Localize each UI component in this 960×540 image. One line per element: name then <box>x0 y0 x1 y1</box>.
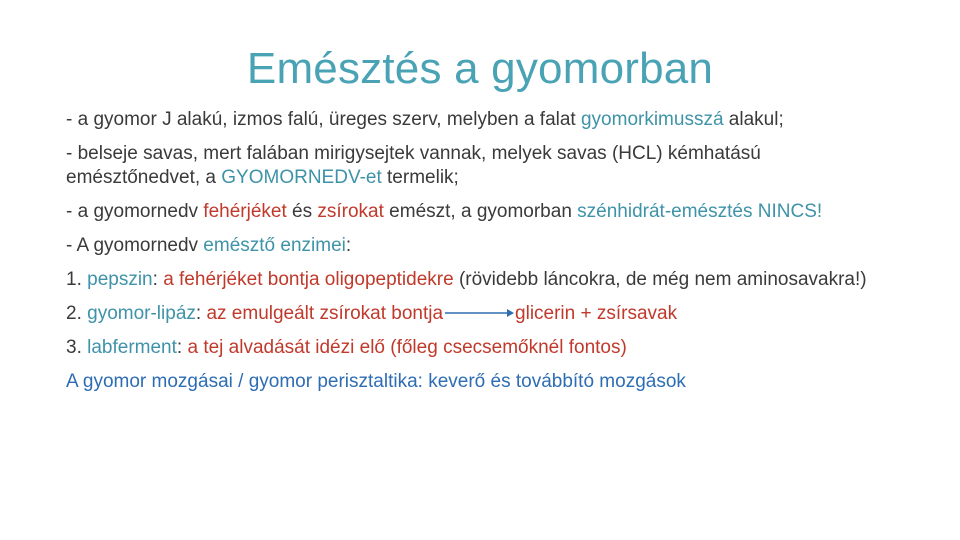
term-labferment: labferment <box>87 337 177 358</box>
arrow-right-icon <box>443 307 515 319</box>
text: 3. <box>66 337 88 358</box>
text: 2. <box>66 303 88 324</box>
term-pepsin: pepszin <box>87 269 153 290</box>
list-item-pepsin <box>66 268 886 292</box>
paragraph-stomach-shape <box>66 108 886 132</box>
lipase-function: az emulgeált zsírokat bontja <box>206 303 444 324</box>
text: emészt, a gyomorban <box>383 201 578 222</box>
text: - a gyomornedv <box>66 201 204 222</box>
text: (rövidebb láncokra, de még nem aminosavakra!) <box>453 269 867 290</box>
term-no-carbohydrate-digestion: szénhidrát-emésztés NINCS! <box>577 201 823 222</box>
paragraph-enzymes-heading <box>66 234 886 258</box>
text: : <box>345 235 352 256</box>
term-lipase: gyomor-lipáz <box>87 303 196 324</box>
list-item-rennin <box>66 336 886 360</box>
list-item-lipase <box>66 302 886 326</box>
text: 1. <box>66 269 88 290</box>
text: termelik; <box>381 167 459 188</box>
term-enzymes: emésztő enzimei <box>203 235 346 256</box>
text: és <box>286 201 318 222</box>
text: : <box>176 337 188 358</box>
slide-content <box>66 108 886 404</box>
text: : <box>152 269 164 290</box>
text: A gyomor mozgásai / gyomor perisztaltika: keverő és továbbító mozgások <box>66 371 686 392</box>
text: - a gyomor J alakú, izmos falú, üreges szerv, melyben a falat <box>66 109 581 130</box>
labferment-function: a tej alvadását idézi elő (főleg csecsemőknél fontos) <box>187 337 627 358</box>
term-gyomornedv: GYOMORNEDV-et <box>221 167 382 188</box>
text: : <box>195 303 207 324</box>
paragraph-digestion <box>66 200 886 224</box>
text: - A gyomornedv <box>66 235 204 256</box>
term-proteins: fehérjéket <box>203 201 287 222</box>
lipase-products: glicerin + zsírsavak <box>515 303 678 324</box>
term-fats: zsírokat <box>317 201 384 222</box>
page-title: Emésztés a gyomorban <box>246 44 714 93</box>
text: alakul; <box>723 109 784 130</box>
pepsin-function: a fehérjéket bontja oligopeptidekre <box>163 269 454 290</box>
term-gyomorkimus: gyomorkimusszá <box>580 109 724 130</box>
paragraph-motility <box>66 370 886 394</box>
paragraph-acidic-interior <box>66 142 886 190</box>
text: - belseje savas, mert falában mirigysejtek vannak, melyek savas (HCL) kémhatású emésztőnedvet, a <box>66 143 761 188</box>
